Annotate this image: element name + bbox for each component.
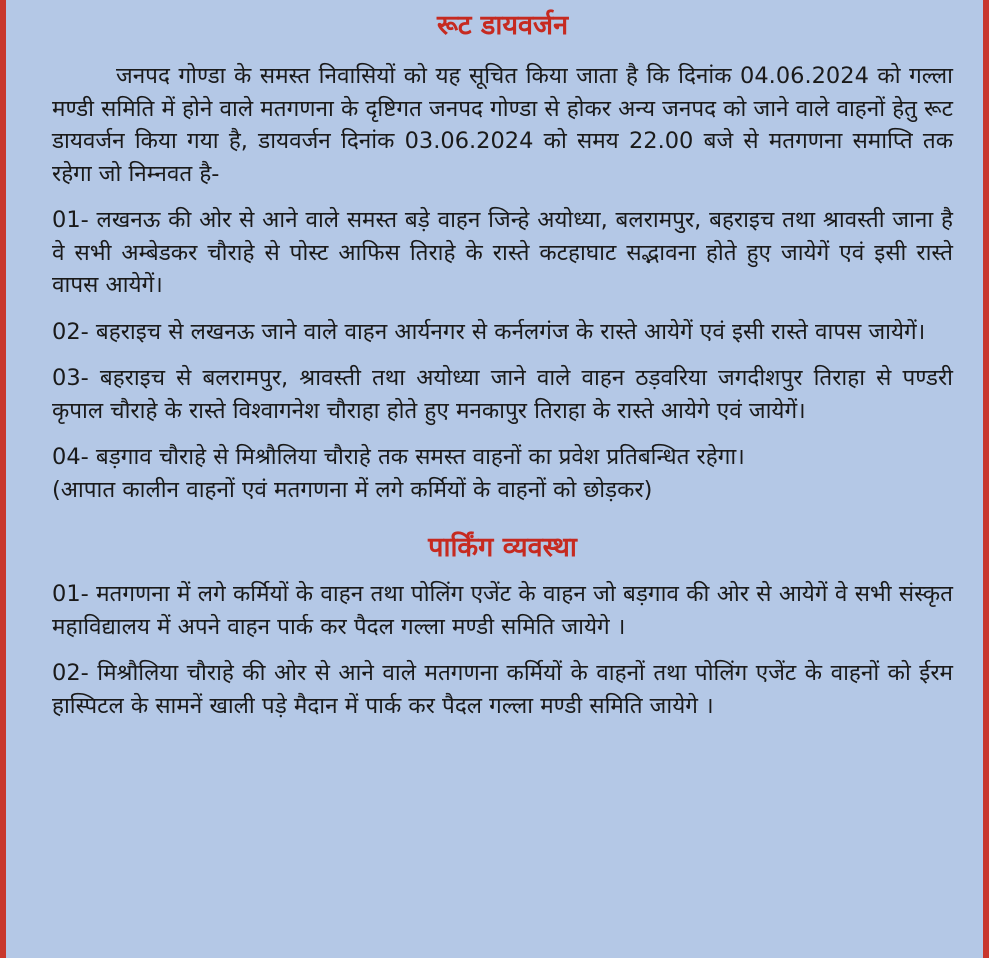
parking-item-02: 02- मिश्रौलिया चौराहे की ओर से आने वाले मतगणना कर्मियों के वाहनों तथा पोलिंग एजेंट के वाहनों को ईरम हास्पिटल के सामनें खाली पड़े मैदान में पार्क कर पैदल गल्ला मण्डी समिति जायेगे । bbox=[52, 660, 953, 719]
route-item-02: 02- बहराइच से लखनऊ जाने वाले वाहन आर्यनगर से कर्नलगंज के रास्ते आयेगें एवं इसी रास्ते वापस जायेगें। bbox=[52, 318, 926, 345]
parking-item-01: 01- मतगणना में लगे कर्मियों के वाहन तथा पोलिंग एजेंट के वाहन जो बड़गाव की ओर से आयेगें वे सभी संस्कृत महाविद्यालय में अपने वाहन पार्क कर पैदल गल्ला मण्डी समिति जायेगे । bbox=[52, 581, 953, 640]
route-item-01: 01- लखनऊ की ओर से आने वाले समस्त बड़े वाहन जिन्हे अयोध्या, बलरामपुर, बहराइच तथा श्रावस्ती जाना है वे सभी अम्बेडकर चौराहे से पोस्ट आफिस तिराहे के रास्ते कटहाघाट सद्भावना होते हुए जायेगें एवं इसी रास्ते वापस आयेगें। bbox=[52, 207, 953, 298]
route-item-04: 04- बड़गाव चौराहे से मिश्रौलिया चौराहे तक समस्त वाहनों का प्रवेश प्रतिबन्धित रहेगा। bbox=[52, 444, 745, 470]
parking-arrangement-title: पार्किंग व्यवस्था bbox=[428, 532, 577, 563]
route-diversion-title: रूट डायवर्जन bbox=[436, 10, 569, 41]
route-item-03: 03- बहराइच से बलरामपुर, श्रावस्ती तथा अयोध्या जाने वाले वाहन ठड़वरिया जगदीशपुर तिराहा से पण्डरी कृपाल चौराहे के रास्ते विश्वागनेश चौराहा होते हुए मनकापुर तिराहा के रास्ते आयेगे एवं जायेगें। bbox=[52, 365, 953, 424]
intro-paragraph: जनपद गोण्डा के समस्त निवासियों को यह सूचित किया जाता है कि दिनांक 04.06.2024 को गल्ला मण्डी समिति में होने वाले मतगणना के दृष्टिगत जनपद गोण्डा से होकर अन्य जनपद को जाने वाले वाहनों हेतु रूट डायवर्जन किया गया है, डायवर्जन दिनांक 03.06.2024 को समय 22.00 बजे से मतगणना समाप्ति तक रहेगा जो निम्नवत है- bbox=[52, 63, 953, 187]
route-item-04-note: (आपात कालीन वाहनों एवं मतगणना में लगे कर्मियों के वाहनों को छोड़कर) bbox=[52, 476, 653, 503]
